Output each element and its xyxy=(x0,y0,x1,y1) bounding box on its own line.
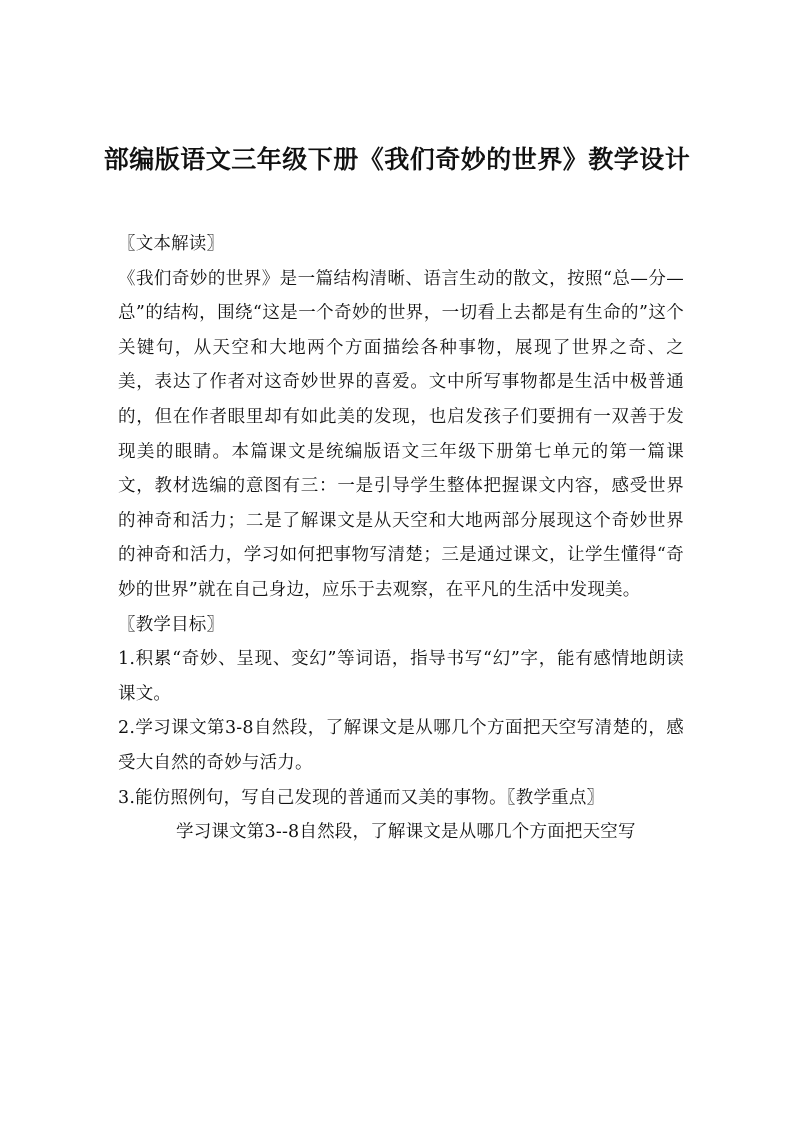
key-point-paragraph: 学习课文第3--8自然段，了解课文是从哪几个方面把天空写 xyxy=(176,822,636,843)
document-title: 部编版语文三年级下册《我们奇妙的世界》教学设计 xyxy=(103,145,691,174)
section-heading-teaching-goals: 〖教学目标〗 xyxy=(118,614,225,635)
goal-item-1: 1.积累“奇妙、呈现、变幻”等词语，指导书写“幻”字，能有感情地朗读课文。 xyxy=(118,649,684,704)
document-body xyxy=(118,227,684,850)
goal-item-3: 3.能仿照例句，写自己发现的普通而又美的事物。〖教学重点〗 xyxy=(118,787,605,808)
section-heading-text-reading: 〖文本解读〗 xyxy=(118,234,225,254)
text-reading-paragraph: 《我们奇妙的世界》是一篇结构清晰、语言生动的散文，按照“总—分—总”的结构，围绕“这是一个奇妙的世界，一切看上去都是有生命的”这个关键句，从天空和大地两个方面描绘各种事物，展现了世界之奇、之美，表达了作者对这奇妙世界的喜爱。文中所写事物都是生活中极普通的，但在作者眼里却有如此美的发现，也启发孩子们要拥有一双善于发现美的眼睛。本篇课文是统编版语文三年级下册第七单元的第一篇课文，教材选编的意图有三：一是引导学生整体把握课文内容，感受世界的神奇和活力；二是了解课文是从天空和大地两部分展现这个奇妙世界的神奇和活力，学习如何把事物写清楚；三是通过课文，让学生懂得“奇妙的世界”就在自己身边，应乐于去观察，在平凡的生活中发现美。 xyxy=(118,268,684,600)
goal-item-2: 2.学习课文第3-8自然段，了解课文是从哪几个方面把天空写清楚的，感受大自然的奇妙与活力。 xyxy=(118,718,684,773)
